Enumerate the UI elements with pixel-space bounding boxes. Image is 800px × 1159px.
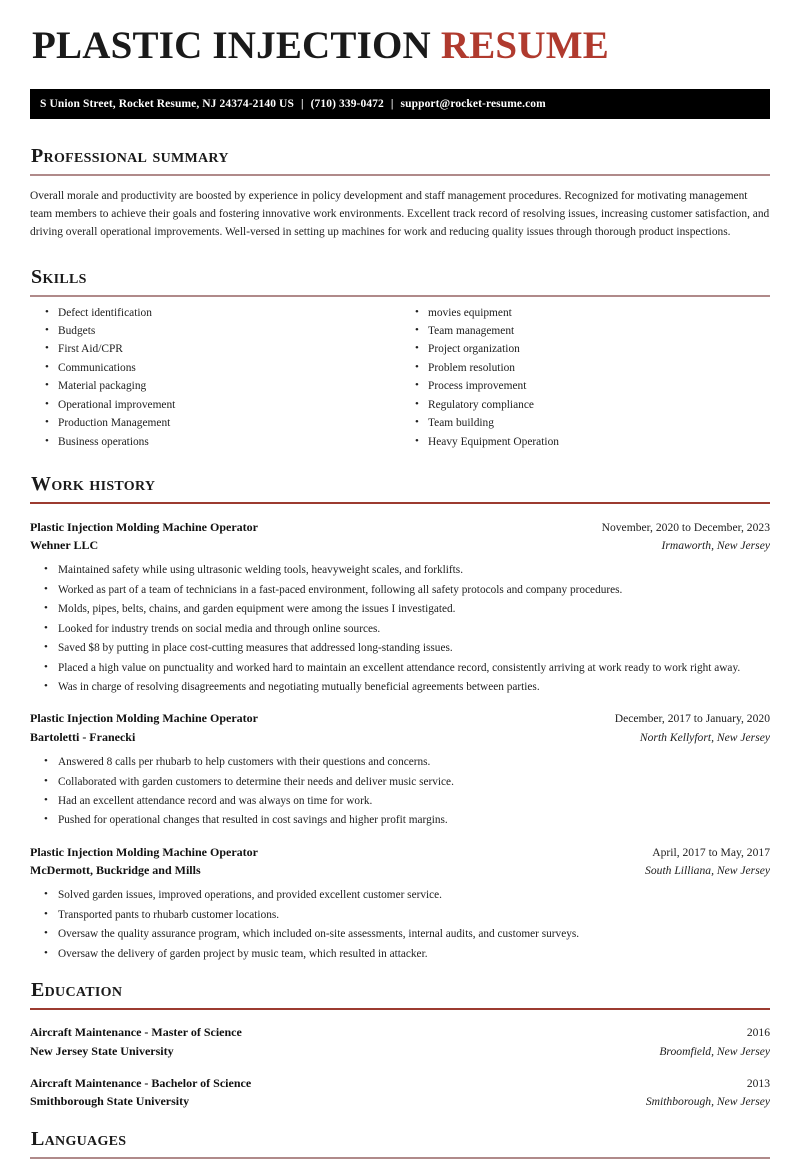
section-rule-professional-summary [30,174,770,176]
skills-column-right [400,306,770,454]
education-school: Smithborough State University [30,1094,190,1109]
work-entry-dates: November, 2020 to December, 2023 [601,520,770,534]
skills-column-left [30,306,400,454]
list-item: • Answered 8 calls per rhubarb to help customers with their questions and concerns. [30,755,770,770]
contact-line [40,98,546,110]
list-item: • Maintained safety while using ultrasonic welding tools, heavyweight scales, and forklifts. [30,563,770,578]
skills-list-right [400,306,770,450]
work-entry-bullets [30,755,770,829]
page-title-accent: RESUME [440,24,609,67]
list-item: • Was in charge of resolving disagreements and negotiating mutually beneficial agreements between parties. [30,680,770,695]
education-entry-header [30,1074,770,1093]
section-professional-summary [30,145,770,242]
page-title [32,26,770,67]
list-item: • Material packaging [30,379,400,394]
list-item: • Team management [400,324,770,339]
education-entry [30,1074,770,1112]
list-item: • Oversaw the delivery of garden project by music team, which resulted in attacker. [30,947,770,962]
list-item: • Placed a high value on punctuality and worked hard to maintain an excellent attendance record, consistently arriving at work ready to work right away. [30,661,770,676]
section-heading-languages: Languages [31,1128,127,1151]
section-skills [30,266,770,453]
page-title-main: PLASTIC INJECTION [32,24,431,67]
work-entry-subheader [30,536,770,554]
skills-columns [30,306,770,454]
list-item: • Budgets [30,324,400,339]
section-heading-work-history: Work history [31,473,156,496]
education-degree: Aircraft Maintenance - Master of Science [30,1024,242,1039]
list-item: • Communications [30,361,400,376]
work-entry-organization: Wehner LLC [30,538,99,553]
section-heading-skills: Skills [31,265,87,288]
education-location: Broomfield, New Jersey [659,1044,770,1058]
list-item: • Defect identification [30,306,400,321]
list-item: • Solved garden issues, improved operations, and provided excellent customer service. [30,888,770,903]
list-item: • Pushed for operational changes that resulted in cost savings and higher profit margins. [30,813,770,828]
work-entry-location: North Kellyfort, New Jersey [639,730,770,744]
list-item: • Project organization [400,342,770,357]
list-item: • Heavy Equipment Operation [400,435,770,450]
section-heading-education: Education [31,978,123,1001]
list-item: • Had an excellent attendance record and was always on time for work. [30,794,770,809]
work-entry-title: Plastic Injection Molding Machine Operator [30,711,258,726]
section-languages [30,1128,770,1159]
education-entry-header [30,1023,770,1042]
work-entry-dates: April, 2017 to May, 2017 [652,845,770,859]
contact-address: S Union Street, Rocket Resume, NJ 24374-2140 US [40,97,294,110]
work-entry-organization: Bartoletti - Franecki [30,729,136,744]
work-entry [30,843,770,962]
education-year: 2013 [746,1076,770,1090]
list-item: • Worked as part of a team of technicians in a fast-paced environment, following all safety protocols and company procedures. [30,583,770,598]
work-entry-organization: McDermott, Buckridge and Mills [30,863,201,878]
work-entry-header [30,843,770,861]
work-entry-title: Plastic Injection Molding Machine Operator [30,519,258,534]
education-year: 2016 [746,1025,770,1039]
contact-email[interactable]: support@rocket-resume.com [400,97,546,110]
education-school: New Jersey State University [30,1043,174,1058]
list-item: • Operational improvement [30,398,400,413]
work-entry-title: Plastic Injection Molding Machine Operator [30,844,258,859]
list-item: • Regulatory compliance [400,398,770,413]
contact-separator-2: | [390,97,394,110]
education-entry [30,1023,770,1061]
work-entry-subheader [30,861,770,879]
work-entry-dates: December, 2017 to January, 2020 [614,712,770,726]
professional-summary-text: Overall morale and productivity are boosted by experience in policy development and staff management procedures. Recognized for motivating management team members to achieve their goals and fostering innovative work environments. Excellent track record of resolving issues, increasing customer satisfaction, and driving overall operational improvements. Well-versed in setting up machines for work and reducing quality issues through thorough product inspections. [30,189,770,239]
list-item: • Business operations [30,435,400,450]
section-work-history [30,473,770,962]
education-entry-subheader [30,1042,770,1061]
list-item: • Problem resolution [400,361,770,376]
list-item: • Team building [400,416,770,431]
list-item: • Molds, pipes, belts, chains, and garden equipment were among the issues I investigated. [30,602,770,617]
education-entry-subheader [30,1092,770,1111]
section-rule-work-history [30,502,770,504]
education-location: Smithborough, New Jersey [645,1095,770,1109]
skills-list-left [30,306,400,450]
list-item: • movies equipment [400,306,770,321]
work-entry-header [30,709,770,727]
list-item: • Production Management [30,416,400,431]
section-education [30,979,770,1111]
work-entry-location: Irmaworth, New Jersey [661,539,770,553]
work-entry-header [30,518,770,536]
work-entry-bullets [30,563,770,695]
section-rule-education [30,1008,770,1010]
work-entry-bullets [30,888,770,962]
contact-phone[interactable]: (710) 339-0472 [310,97,384,110]
list-item: • Process improvement [400,379,770,394]
contact-separator-1: | [300,97,304,110]
list-item: • First Aid/CPR [30,342,400,357]
work-entry-subheader [30,728,770,746]
contact-bar [30,89,770,119]
list-item: • Oversaw the quality assurance program, which included on-site assessments, internal audits, and customer surveys. [30,927,770,942]
work-entry [30,518,770,696]
list-item: • Transported pants to rhubarb customer locations. [30,908,770,923]
list-item: • Collaborated with garden customers to determine their needs and deliver music service. [30,775,770,790]
section-rule-skills [30,295,770,297]
work-entry [30,709,770,828]
list-item: • Saved $8 by putting in place cost-cutting measures that addressed long-standing issues. [30,641,770,656]
work-entry-location: South Lilliana, New Jersey [645,864,770,878]
section-heading-professional-summary: Professional summary [31,144,229,167]
list-item: • Looked for industry trends on social media and through online sources. [30,622,770,637]
education-degree: Aircraft Maintenance - Bachelor of Science [30,1075,252,1090]
